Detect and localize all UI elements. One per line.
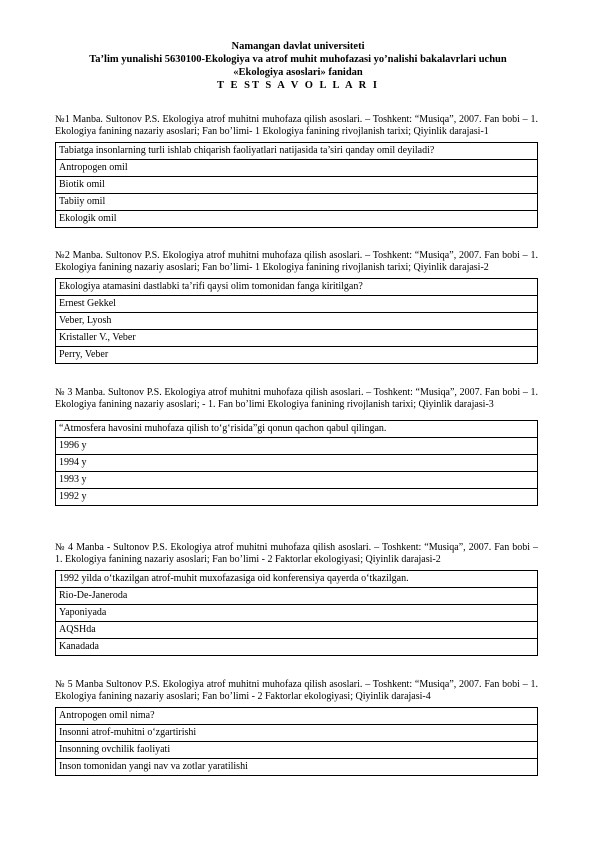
- answer-option: Biotik omil: [56, 176, 538, 193]
- question-source: № 3 Manba. Sultonov P.S. Ekologiya atrof muhitni muhofaza qilish asoslari. – Toshkent: “Musiqa”, 2007. Fan bobi – 1. Ekologiya fanining nazariy asoslari; - 1. Fan bo’limi Ekologiya fanining rivojlanish tarixi; Qiyinlik darajasi-3: [55, 387, 538, 411]
- answer-option: Ekologik omil: [56, 210, 538, 227]
- answer-row: [56, 193, 538, 210]
- answer-row: [56, 741, 538, 758]
- question-source: № 5 Manba Sultonov P.S. Ekologiya atrof muhitni muhofaza qilish asoslari. – Toshkent: “Musiqa”, 2007. Fan bobi – 1. Ekologiya fanining nazariy asoslari; Fan bo’limi - 2 Faktorlar ekologiyasi; Qiyinlik darajasi-4: [55, 679, 538, 703]
- answer-option: Inson tomonidan yangi nav va zotlar yaratilishi: [56, 758, 538, 775]
- question-text: Tabiatga insonlarning turli ishlab chiqarish faoliyatlari natijasida ta’siri qanday omil deyiladi?: [56, 142, 538, 159]
- answer-row: [56, 604, 538, 621]
- answer-option: Yaponiyada: [56, 604, 538, 621]
- question-row: [56, 278, 538, 295]
- answer-option: 1996 y: [56, 437, 538, 454]
- question-source: №2 Manba. Sultonov P.S. Ekologiya atrof muhitni muhofaza qilish asoslari. – Toshkent: “Musiqa”, 2007. Fan bobi – 1. Ekologiya fanining nazariy asoslari; Fan bo’limi- 1 Ekologiya fanining rivojlanish tarixi; Qiyinlik darajasi-2: [55, 250, 538, 274]
- question-text: 1992 yilda o‘tkazilgan atrof-muhit muxofazasiga oid konferensiya qayerda o‘tkazilgan.: [56, 570, 538, 587]
- question-row: [56, 707, 538, 724]
- answer-option: Rio-De-Janeroda: [56, 587, 538, 604]
- answer-row: [56, 724, 538, 741]
- question-block-2: [55, 250, 538, 364]
- answer-row: [56, 159, 538, 176]
- answer-row: [56, 621, 538, 638]
- question-text: “Atmosfera havosini muhofaza qilish to‘g‘risida”gi qonun qachon qabul qilingan.: [56, 420, 538, 437]
- answer-option: AQSHda: [56, 621, 538, 638]
- answer-option: Kanadada: [56, 638, 538, 655]
- answer-option: 1993 y: [56, 471, 538, 488]
- answer-row: [56, 176, 538, 193]
- answer-option: Insonni atrof-muhitni o‘zgartirishi: [56, 724, 538, 741]
- question-block-4: [55, 542, 538, 656]
- answer-option: Tabiiy omil: [56, 193, 538, 210]
- answer-row: [56, 329, 538, 346]
- answer-row: [56, 471, 538, 488]
- answer-option: Perry, Veber: [56, 346, 538, 363]
- question-source: № 4 Manba - Sultonov P.S. Ekologiya atrof muhitni muhofaza qilish asoslari. – Toshkent: “Musiqa”, 2007. Fan bobi – 1. Ekologiya fanining nazariy asoslari; Fan bo’limi - 2 Faktorlar ekologiyasi; Qiyinlik darajasi-2: [55, 542, 538, 566]
- answer-row: [56, 210, 538, 227]
- answer-row: [56, 295, 538, 312]
- answer-row: [56, 587, 538, 604]
- answer-option: 1992 y: [56, 488, 538, 505]
- answer-option: Kristaller V., Veber: [56, 329, 538, 346]
- document-header: [0, 40, 596, 92]
- question-table: [55, 278, 538, 364]
- question-text: Ekologiya atamasini dastlabki ta’rifi qaysi olim tomonidan fanga kiritilgan?: [56, 278, 538, 295]
- answer-row: [56, 758, 538, 775]
- question-row: [56, 142, 538, 159]
- question-table: [55, 420, 538, 506]
- question-row: [56, 570, 538, 587]
- answer-option: Ernest Gekkel: [56, 295, 538, 312]
- study-direction: Ta’lim yunalishi 5630100-Ekologiya va atrof muhit muhofazasi yo’nalishi bakalavrlari uchun: [89, 54, 507, 65]
- answer-row: [56, 454, 538, 471]
- question-block-5: [55, 679, 538, 776]
- question-block-3: [55, 387, 538, 506]
- question-source: №1 Manba. Sultonov P.S. Ekologiya atrof muhitni muhofaza qilish asoslari. – Toshkent: “Musiqa”, 2007. Fan bobi – 1. Ekologiya fanining nazariy asoslari; Fan bo’limi- 1 Ekologiya fanining rivojlanish tarixi; Qiyinlik darajasi-1: [55, 114, 538, 138]
- question-text: Antropogen omil nima?: [56, 707, 538, 724]
- university-name: Namangan davlat universiteti: [231, 41, 365, 52]
- answer-option: Antropogen omil: [56, 159, 538, 176]
- answer-row: [56, 312, 538, 329]
- answer-row: [56, 346, 538, 363]
- answer-row: [56, 638, 538, 655]
- answer-row: [56, 437, 538, 454]
- answer-option: 1994 y: [56, 454, 538, 471]
- question-block-1: [55, 114, 538, 228]
- subject-name: «Ekologiya asoslari» fanidan: [233, 67, 363, 78]
- answer-row: [56, 488, 538, 505]
- question-table: [55, 707, 538, 776]
- answer-option: Insonning ovchilik faoliyati: [56, 741, 538, 758]
- question-table: [55, 142, 538, 228]
- question-table: [55, 570, 538, 656]
- page-title: T E ST S A V O L L A R I: [217, 80, 379, 91]
- question-row: [56, 420, 538, 437]
- answer-option: Veber, Lyosh: [56, 312, 538, 329]
